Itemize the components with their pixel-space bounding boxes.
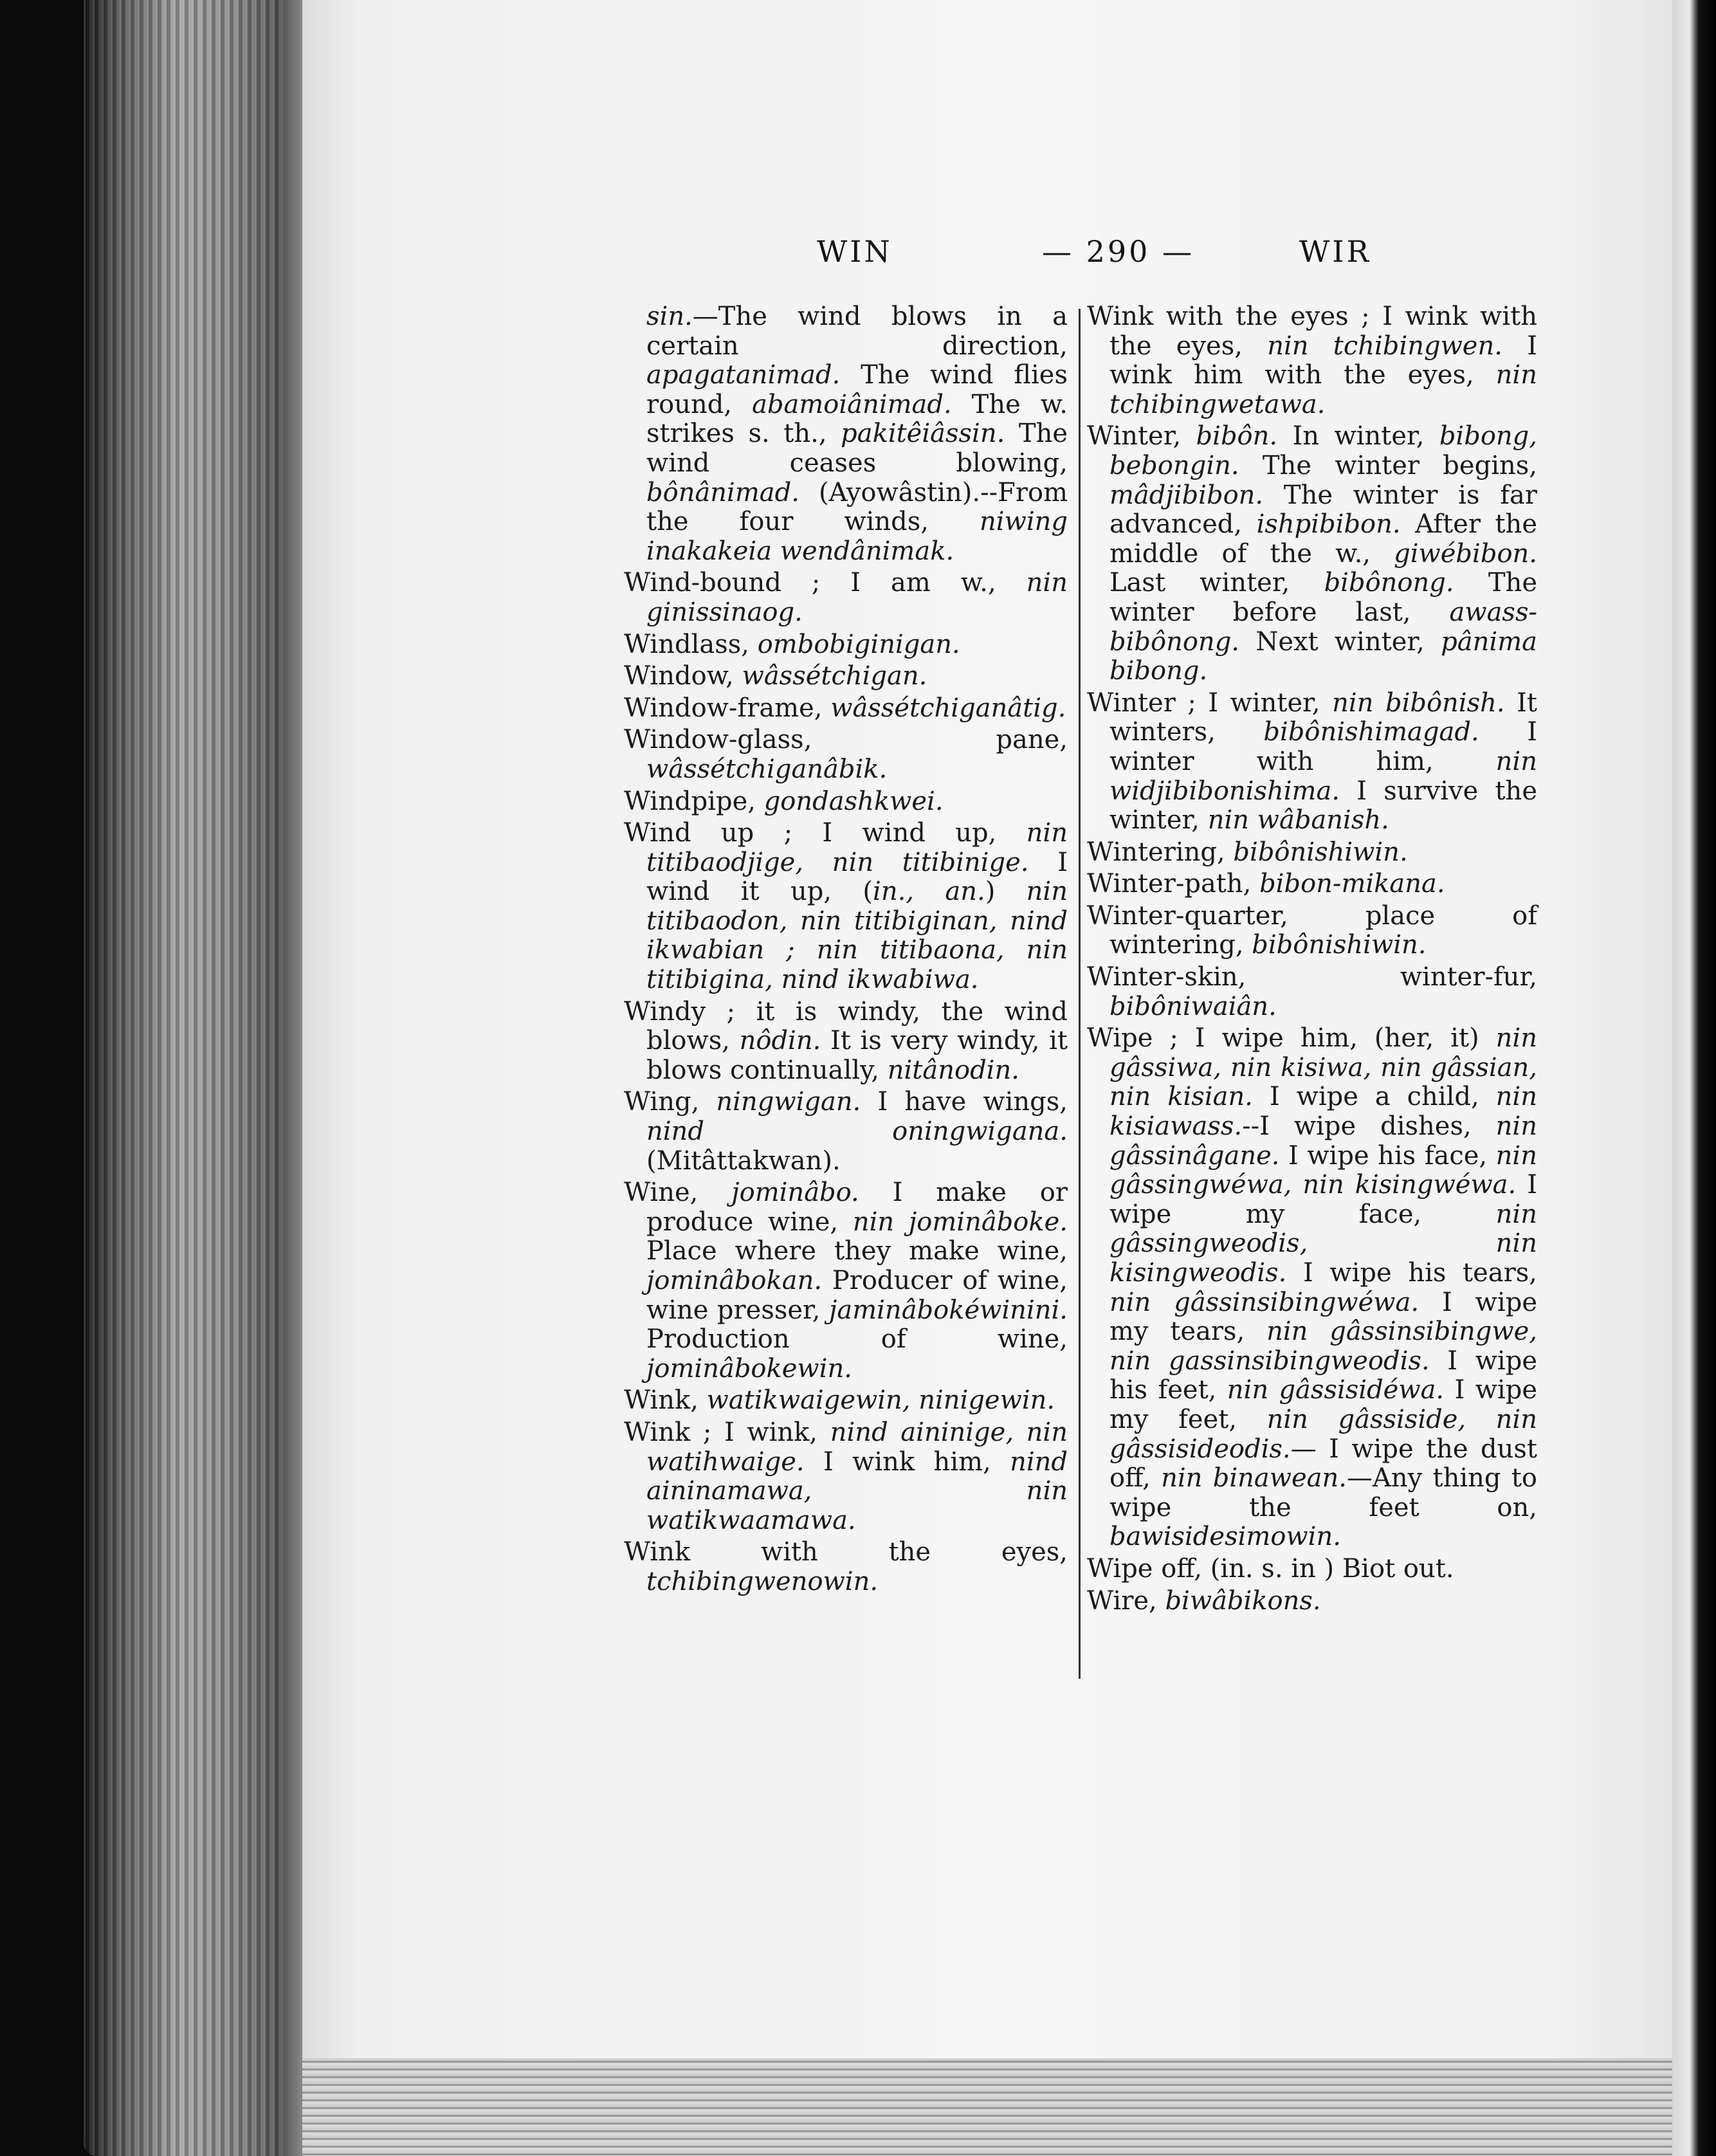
dictionary-entry: Winter-skin, winter-fur, bibôniwaiân. [1087, 962, 1537, 1021]
page-number: — 290 — [1042, 234, 1195, 269]
dictionary-entry: Wipe ; I wipe him, (her, it) nin gâssiwa, nin kisiwa, nin gâssian, nin kisian. I wipe a child, nin kisiawass.--I wipe dishes, nin gâssinâgane. I wipe his face, nin gâssingwéwa, nin kisingwéwa. I wipe my face, nin gâssingweodis, nin kisingweodis. I wipe his tears, nin gâssinsibingwéwa. I wipe my tears, nin gâssinsibingwe, nin gassinsibingweodis. I wipe his feet, nin gâssisidéwa. I wipe my feet, nin gâssiside, nin gâssisideodis.— I wipe the dust off, nin binawean.—Any thing to wipe the feet on, bawisidesimowin. [1087, 1023, 1538, 1552]
page-stack-edge [84, 0, 296, 2156]
dictionary-entry: Wind-bound ; I am w., nin ginissinaog. [624, 568, 1068, 627]
dictionary-entry: Wink with the eyes ; I wink with the eyes, nin tchibingwen. I wink him with the eyes, nin tchibingwetawa. [1087, 302, 1538, 419]
right-column [1087, 302, 1537, 1618]
left-column [624, 302, 1068, 1600]
right-page-edge [1672, 0, 1716, 2156]
dictionary-entry: Wink ; I wink, nind aininige, nin watihwaige. I wink him, nind aininamawa, nin watikwaamawa. [624, 1417, 1068, 1535]
dictionary-entry: Wipe off, (in. s. in ) Biot out. [1087, 1553, 1454, 1584]
dictionary-entry: Window-glass, pane, wâssétchiganâbik. [624, 725, 1068, 784]
column-divider [1079, 309, 1081, 1679]
dictionary-entry: Wire, biwâbikons. [1087, 1585, 1321, 1616]
page-stack-bottom [302, 2058, 1711, 2156]
dictionary-entry: Windy ; it is windy, the wind blows, nôdin. It is very windy, it blows continually, nitânodin. [624, 996, 1068, 1085]
header-right-guide-word: WIR [1299, 234, 1372, 269]
dictionary-entry: Wine, jominâbo. I make or produce wine, nin jominâboke. Place where they make wine, jominâbokan. Producer of wine, wine presser, jaminâbokéwinini. Production of wine, jominâbokewin. [624, 1178, 1068, 1384]
dictionary-entry: Winter-path, bibon-mikana. [1087, 869, 1445, 899]
dictionary-entry: Wind up ; I wind up, nin titibaodjige, nin titibinige. I wind it up, (in., an.) nin titibaodon, nin titibiginan, nind ikwabian ; nin titibaona, nin titibigina, nind ikwabiwa. [624, 818, 1068, 995]
dictionary-entry: Winter, bibôn. In winter, bibong, bebongin. The winter begins, mâdjibibon. The winter is far advanced, ishpibibon. After the middle of the w., giwébibon. Last winter, bibônong. The winter before last, awass-bibônong. Next winter, pânima bibong. [1087, 421, 1537, 686]
dictionary-entry: Windlass, ombobiginigan. [624, 629, 960, 659]
dictionary-entry: Windpipe, gondashkwei. [624, 786, 944, 816]
dictionary-entry: Window, wâssétchigan. [624, 661, 927, 691]
dictionary-entry: Window-frame, wâssétchiganâtig. [624, 693, 1066, 723]
dictionary-entry: Winter ; I winter, nin bibônish. It winters, bibônishimagad. I winter with him, nin widjibibonishima. I survive the winter, nin wâbanish. [1087, 688, 1538, 836]
dictionary-entry: Wink with the eyes, tchibingwenowin. [624, 1537, 1068, 1596]
dictionary-entry: sin.—The wind blows in a certain direction, apagatanimad. The wind flies round, abamoiânimad. The w. strikes s. th., pakitêiâssin. The wind ceases blowing, bônânimad. (Ayowâstin).--From the four winds, niwing inakakeia wendânimak. [646, 302, 1068, 566]
dictionary-entry: Wintering, bibônishiwin. [1087, 837, 1408, 867]
dictionary-entry: Wing, ningwigan. I have wings, nind oningwigana. (Mitâttakwan). [624, 1087, 1068, 1176]
dictionary-entry: Wink, watikwaigewin, ninigewin. [624, 1385, 1055, 1416]
header-left-guide-word: WIN [817, 234, 893, 269]
dictionary-entry: Winter-quarter, place of wintering, bibônishiwin. [1087, 900, 1537, 960]
